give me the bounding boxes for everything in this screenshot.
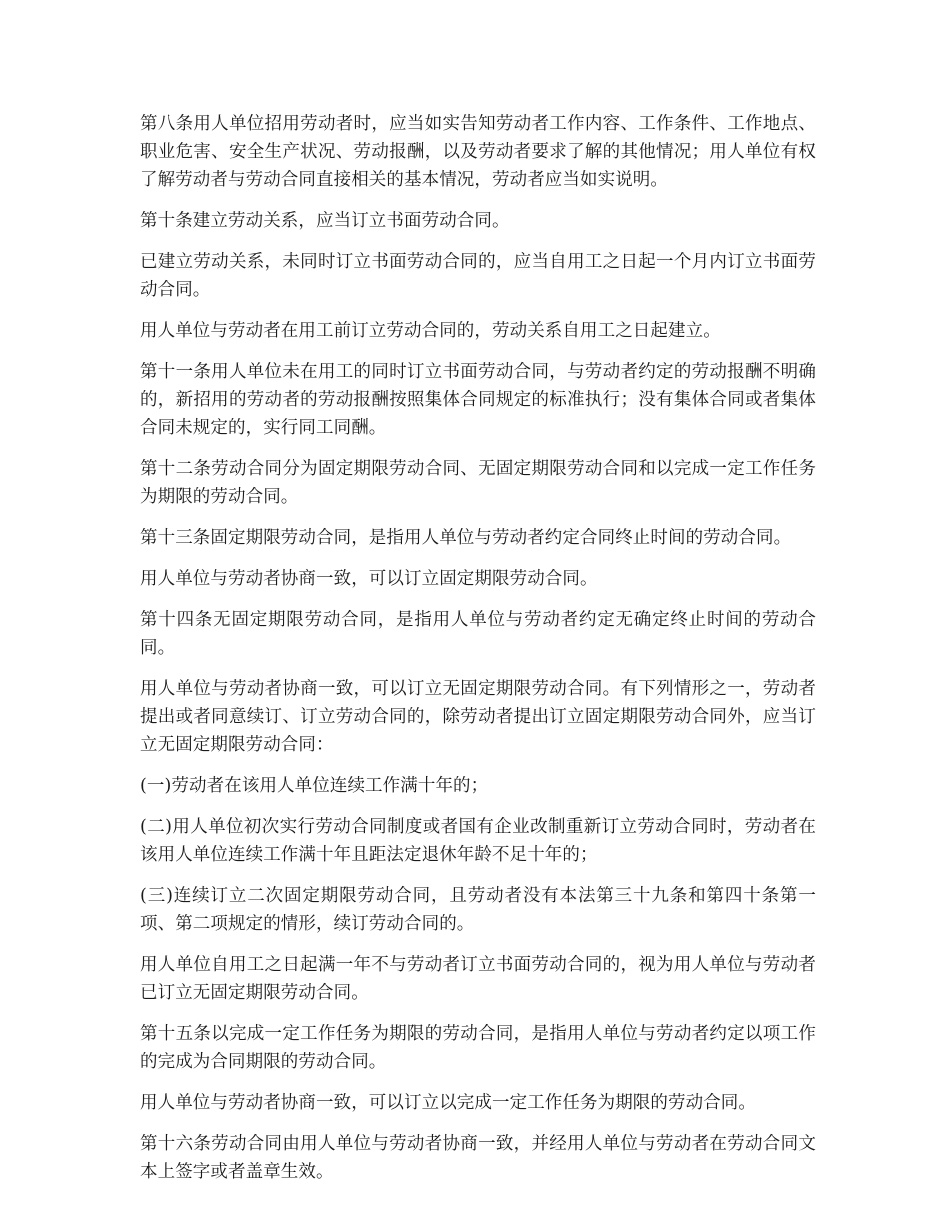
paragraph-article-10-clause-3: 用人单位与劳动者在用工前订立劳动合同的，劳动关系自用工之日起建立。 [140, 321, 721, 341]
paragraph-article-13: 第十三条固定期限劳动合同，是指用人单位与劳动者约定合同终止时间的劳动合同。 [140, 528, 792, 548]
paragraph-article-10: 第十条建立劳动关系，应当订立书面劳动合同。 [140, 211, 510, 231]
paragraph-article-15: 第十五条以完成一定工作任务为期限的劳动合同，是指用人单位与劳动者约定以项工作的完成为合同期限的劳动合同。 [140, 1024, 816, 1072]
paragraph-article-15-clause-2: 用人单位与劳动者协商一致，可以订立以完成一定工作任务为期限的劳动合同。 [140, 1093, 756, 1113]
paragraph-article-14-clause-2: 用人单位与劳动者协商一致，可以订立无固定期限劳动合同。有下列情形之一，劳动者提出或者同意续订、订立劳动合同的，除劳动者提出订立固定期限劳动合同外，应当订立无固定期限劳动合同： [140, 679, 816, 755]
paragraph-article-8: 第八条用人单位招用劳动者时，应当如实告知劳动者工作内容、工作条件、工作地点、职业危害、安全生产状况、劳动报酬，以及劳动者要求了解的其他情况；用人单位有权了解劳动者与劳动合同直接相关的基本情况，劳动者应当如实说明。 [140, 114, 816, 190]
paragraph-item-3: (三)连续订立二次固定期限劳动合同，且劳动者没有本法第三十九条和第四十条第一项、第二项规定的情形，续订劳动合同的。 [140, 886, 816, 934]
paragraph-article-14: 第十四条无固定期限劳动合同，是指用人单位与劳动者约定无确定终止时间的劳动合同。 [140, 610, 816, 658]
paragraph-item-1: (一)劳动者在该用人单位连续工作满十年的； [140, 776, 489, 796]
paragraph-article-13-clause-2: 用人单位与劳动者协商一致，可以订立固定期限劳动合同。 [140, 569, 598, 589]
document-page [140, 110, 816, 1199]
paragraph-item-2: (二)用人单位初次实行劳动合同制度或者国有企业改制重新订立劳动合同时，劳动者在该用人单位连续工作满十年且距法定退休年龄不足十年的； [140, 817, 816, 865]
paragraph-article-16: 第十六条劳动合同由用人单位与劳动者协商一致，并经用人单位与劳动者在劳动合同文本上签字或者盖章生效。 [140, 1134, 816, 1182]
paragraph-article-12: 第十二条劳动合同分为固定期限劳动合同、无固定期限劳动合同和以完成一定工作任务为期限的劳动合同。 [140, 459, 816, 507]
paragraph-article-11: 第十一条用人单位未在用工的同时订立书面劳动合同，与劳动者约定的劳动报酬不明确的，新招用的劳动者的劳动报酬按照集体合同规定的标准执行；没有集体合同或者集体合同未规定的，实行同工同酬。 [140, 362, 816, 438]
paragraph-article-14-clause-3: 用人单位自用工之日起满一年不与劳动者订立书面劳动合同的，视为用人单位与劳动者已订立无固定期限劳动合同。 [140, 955, 816, 1003]
paragraph-article-10-clause-2: 已建立劳动关系，未同时订立书面劳动合同的，应当自用工之日起一个月内订立书面劳动合同。 [140, 252, 816, 300]
